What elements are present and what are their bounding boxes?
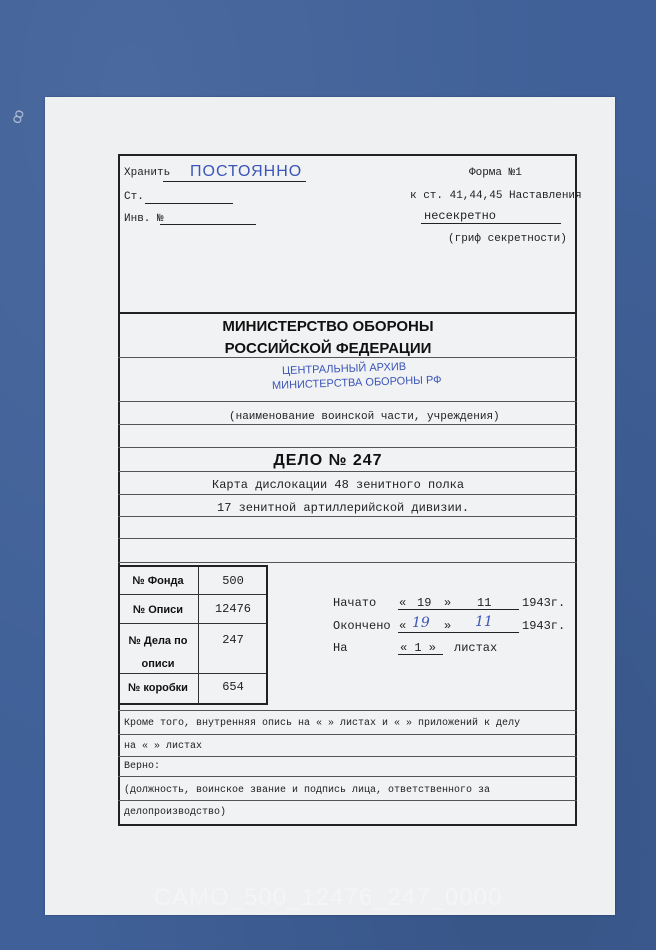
inv-underline: [160, 224, 256, 225]
started-underline: [398, 609, 519, 610]
inv-label: Инв. №: [124, 213, 164, 225]
divider: [118, 494, 577, 495]
on-label: На: [333, 641, 348, 655]
ended-label: Окончено: [333, 619, 391, 633]
sheets-label: листах: [454, 641, 498, 655]
divider: [118, 357, 577, 358]
ended-underline: [398, 632, 519, 633]
divider: [118, 447, 577, 448]
started-label: Начато: [333, 596, 377, 610]
st-label: Ст.: [124, 191, 144, 203]
archive-stamp-line1: ЦЕНТРАЛЬНЫЙ АРХИВ: [281, 360, 407, 378]
ended-year: 1943г.: [522, 619, 566, 633]
verno-label: Верно:: [124, 761, 161, 772]
ministry-line2: РОССИЙСКОЙ ФЕДЕРАЦИИ: [224, 340, 432, 357]
st-underline: [145, 203, 233, 204]
keep-value-stamp: ПОСТОЯННО: [190, 163, 303, 180]
ended-day-handwritten: 19: [412, 615, 430, 631]
form-label: Форма №1: [469, 167, 522, 179]
divider: [118, 562, 577, 563]
ended-quote-close: »: [444, 619, 452, 633]
started-day: 19: [417, 596, 432, 610]
divider: [118, 776, 577, 777]
box-row-divider: [120, 673, 266, 674]
secrecy-caption: (гриф секретности): [448, 233, 567, 245]
korobki-value: 654: [222, 680, 244, 694]
keep-label: Хранить: [124, 167, 171, 179]
archive-info-box: [118, 565, 268, 705]
started-month: 11: [477, 596, 492, 610]
nastavleniya-text: к ст. 41,44,45 Наставления: [410, 190, 582, 202]
footer-line4: делопроизводство): [124, 807, 227, 818]
delo-value: 247: [222, 633, 244, 647]
divider: [118, 516, 577, 517]
keep-underline: [163, 181, 306, 182]
ministry-line1: МИНИСТЕРСТВО ОБОРОНЫ: [222, 318, 434, 335]
sheets-count: « 1 »: [400, 641, 437, 655]
box-row-divider: [120, 594, 266, 595]
footer-line2: на « » листах: [124, 741, 203, 752]
case-description-line2: 17 зенитной артиллерийской дивизии.: [217, 501, 470, 515]
divider: [118, 710, 577, 711]
footer-line1: Кроме того, внутренняя опись на « » листах и « » приложений к делу: [124, 718, 521, 729]
case-description-line1: Карта дислокации 48 зенитного полка: [212, 478, 465, 492]
divider: [118, 756, 577, 757]
divider: [118, 800, 577, 801]
started-quote-open: «: [399, 596, 407, 610]
divider: [118, 538, 577, 539]
sheets-underline: [398, 654, 443, 655]
opis-label: № Описи: [132, 604, 184, 616]
fond-value: 500: [222, 574, 244, 588]
footer-line3: (должность, воинское звание и подпись лица, ответственного за: [124, 785, 491, 796]
secrecy-value: несекретно: [424, 209, 497, 223]
unit-caption: (наименование воинской части, учреждения): [229, 411, 500, 423]
divider: [118, 471, 577, 472]
ended-month-handwritten: 11: [475, 614, 493, 630]
delo-label-line1: № Дела по: [128, 635, 188, 647]
divider: [118, 312, 577, 314]
divider: [118, 424, 577, 425]
case-title: ДЕЛО № 247: [273, 452, 383, 469]
archive-stamp-line2: МИНИСТЕРСТВА ОБОРОНЫ РФ: [271, 374, 442, 392]
divider: [118, 401, 577, 402]
started-year: 1943г.: [522, 596, 566, 610]
divider: [118, 734, 577, 735]
fond-label: № Фонда: [132, 575, 184, 587]
started-quote-close: »: [444, 596, 452, 610]
image-id-watermark: CAMO_500_12476_247_0000: [153, 884, 503, 911]
box-row-divider: [120, 623, 266, 624]
corner-mark: ꝏ: [9, 107, 30, 127]
ended-quote-open: «: [399, 619, 407, 633]
delo-label-line2: описи: [141, 658, 175, 670]
secrecy-underline: [421, 223, 561, 224]
korobki-label: № коробки: [128, 682, 188, 694]
opis-value: 12476: [214, 602, 251, 616]
